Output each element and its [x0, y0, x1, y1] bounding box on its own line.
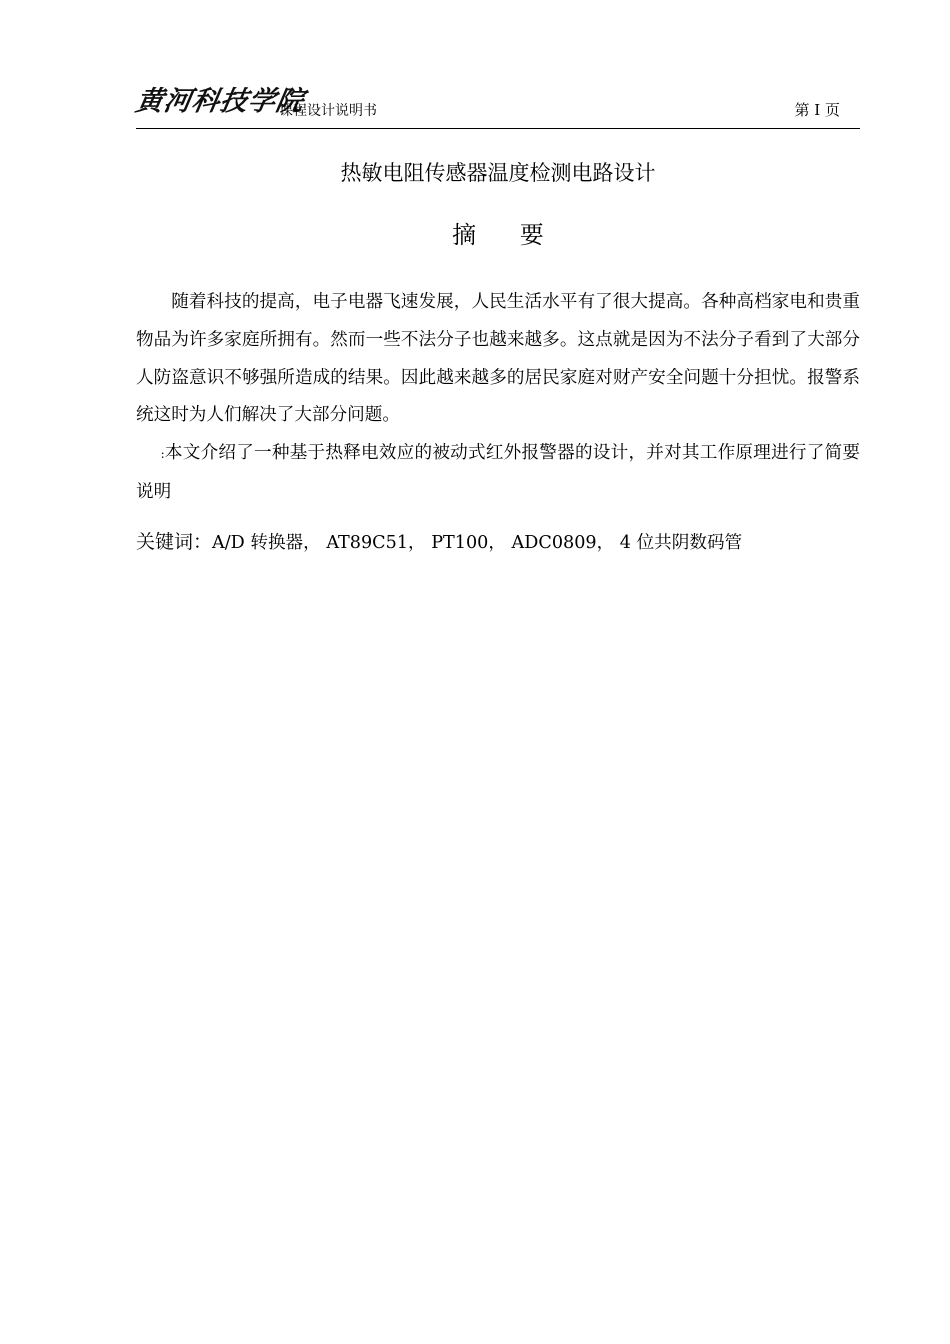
page-header: [133, 84, 860, 129]
paragraph-prefix: :: [160, 447, 165, 462]
document-type: 课程设计说明书: [279, 103, 377, 119]
page-number: 第 I 页: [794, 101, 840, 119]
keywords-line: [136, 528, 742, 557]
keywords-text: A/D 转换器， AT89C51， PT100， ADC0809， 4 位共阴数码管: [212, 533, 743, 553]
abstract-paragraph-2: [136, 435, 860, 512]
abstract-heading: 摘 要: [452, 221, 562, 249]
abstract-paragraph: 随着科技的提高，电子电器飞速发展，人民生活水平有了很大提高。各种高档家电和贵重物品为许多家庭所拥有。然而一些不法分子也越来越多。这点就是因为不法分子看到了大部分人防盗意识不够强所造成的结果。因此越来越多的居民家庭对财产安全问题十分担忧。报警系统这时为人们解决了大部分问题。: [136, 292, 860, 426]
keywords-label: 关键词：: [136, 531, 213, 553]
abstract-body: [136, 284, 860, 512]
document-title: 热敏电阻传感器温度检测电路设计: [340, 161, 656, 185]
school-logo: 黄河科技学院: [133, 86, 307, 117]
abstract-paragraph-2-text: 本文介绍了一种基于热释电效应的被动式红外报警器的设计，并对其工作原理进行了简要说明: [136, 443, 860, 502]
